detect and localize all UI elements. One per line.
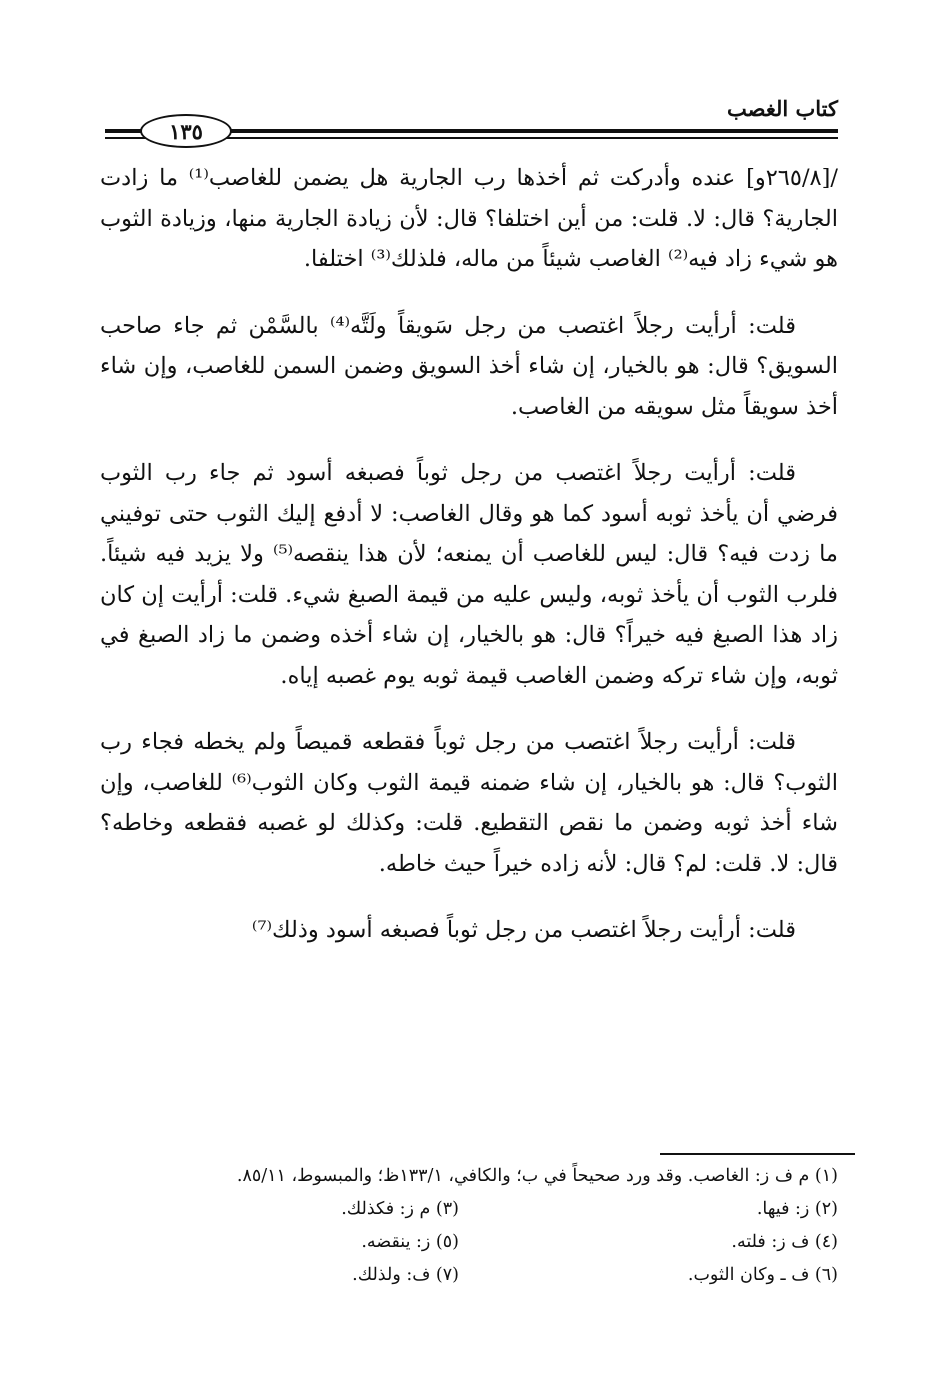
footnote-3: (٣) م ز: فكذلك. — [341, 1199, 459, 1219]
paragraph: قلت: أرأيت رجلاً اغتصب من رجل ثوباً فقطعه قميصاً ولم يخطه فجاء رب الثوب؟ قال: هو بالخيار، إن شاء ضمنه قيمة الثوب وكان الثوب⁽⁶⁾ للغاصب، وإن شاء أخذ ثوبه وضمن ما نقص التقطيع. قلت: وكذلك لو غصبه فقطعه وخاطه؟ قال: لا. قلت: لم؟ قال: لأنه زاده خيراً حيث خاطه. — [100, 729, 838, 877]
header-title: كتاب الغصب — [726, 96, 838, 121]
page-number-badge — [140, 114, 232, 148]
footnotes — [100, 1160, 838, 1292]
footnote-7: (٧) ف: ولذلك. — [352, 1265, 459, 1285]
paragraph: /[٢٦٥/٨و] عنده وأدركت ثم أخذها رب الجارية هل يضمن للغاصب⁽¹⁾ ما زادت الجارية؟ قال: لا. قلت: من أين اختلفا؟ قال: لأن زيادة الجارية منها، وزيادة الثوب هو شيء زاد فيه⁽²⁾ الغاصب شيئاً من ماله، فلذلك⁽³⁾ اختلفا. — [100, 165, 838, 272]
main-text — [100, 158, 838, 977]
paragraph: قلت: أرأيت رجلاً اغتصب من رجل ثوباً فصبغه أسود ثم جاء رب الثوب فرضي أن يأخذ ثوبه أسود كما هو وقال الغاصب: لا أدفع إليك الثوب حتى توفيني ما زدت فيه؟ قال: ليس للغاصب أن يمنعه؛ لأن هذا ينقصه⁽⁵⁾ ولا يزيد فيه شيئاً. فلرب الثوب أن يأخذ ثوبه، وليس عليه من قيمة الصبغ شيء. قلت: أرأيت إن كان زاد هذا الصبغ فيه خيراً؟ قال: هو بالخيار، إن شاء أخذه وضمن ما زاد الصبغ في ثوبه، وإن شاء تركه وضمن الغاصب قيمة ثوبه يوم غصبه إياه. — [100, 460, 838, 689]
paragraph: قلت: أرأيت رجلاً اغتصب من رجل ثوباً فصبغه أسود وذلك⁽⁷⁾ — [251, 917, 796, 943]
footnote-5: (٥) ز: ينقضه. — [361, 1232, 459, 1252]
footnote-6: (٦) ف ـ وكان الثوب. — [687, 1265, 838, 1285]
footnote-1: (١) م ف ز: الغاصب. وقد ورد صحيحاً في ب؛ والكافي، ١٣٣/١ظ؛ والمبسوط، ٨٥/١١. — [236, 1166, 838, 1186]
footnote-separator — [660, 1153, 855, 1155]
paragraph: قلت: أرأيت رجلاً اغتصب من رجل سَويقاً ولَتَّه⁽⁴⁾ بالسَّمْن ثم جاء صاحب السويق؟ قال: هو بالخيار، إن شاء أخذ السويق وضمن السمن للغاصب، وإن شاء أخذ سويقاً مثل سويقه من الغاصب. — [100, 312, 838, 420]
footnote-4: (٤) ف ز: فلته. — [731, 1232, 838, 1252]
footnote-grid — [100, 1193, 838, 1292]
page-number: ١٣٥ — [169, 118, 203, 144]
footnote-2: (٢) ز: فيها. — [756, 1199, 838, 1219]
